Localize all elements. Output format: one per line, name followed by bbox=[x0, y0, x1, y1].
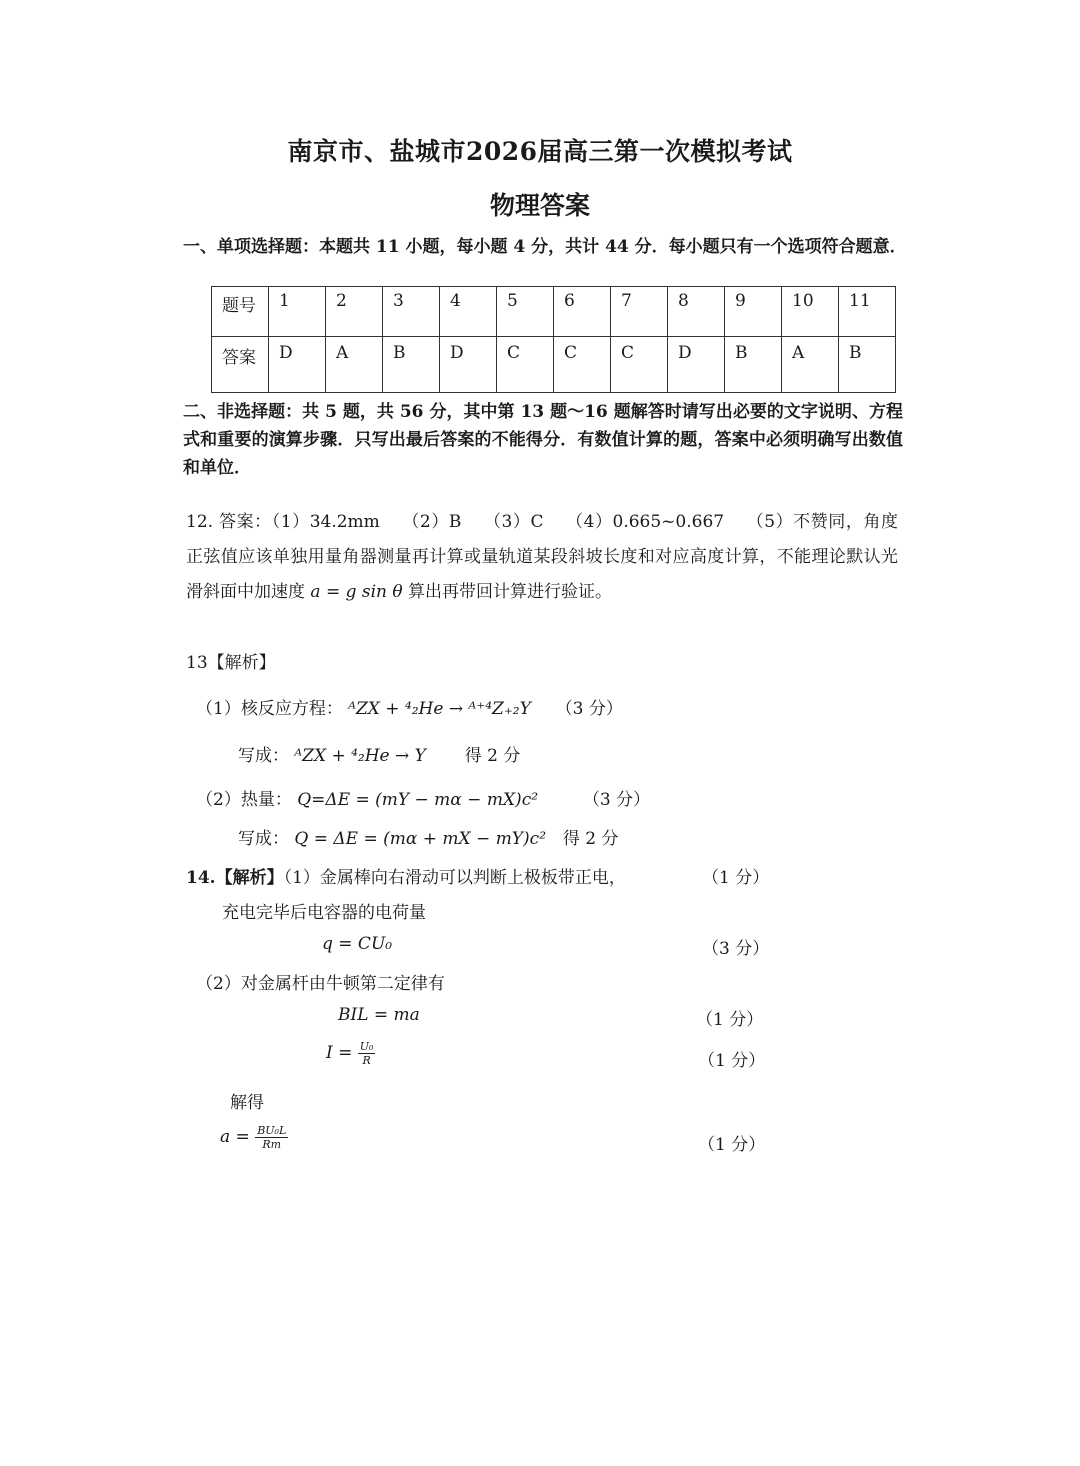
q13-part1-alt bbox=[238, 741, 520, 766]
q13-part2-score: （3 分） bbox=[582, 790, 651, 810]
table-cell: D bbox=[440, 337, 497, 393]
q13-part2-alt bbox=[238, 824, 618, 849]
table-cell: C bbox=[611, 337, 668, 393]
table-cell: D bbox=[269, 337, 326, 393]
q14-part1-score: （1 分） bbox=[702, 868, 770, 888]
table-cell: D bbox=[668, 337, 725, 393]
q14-eq-a-fraction bbox=[255, 1124, 288, 1151]
q13-part2-alt-label: 写成： bbox=[238, 829, 289, 849]
q12-tail: 算出再带回计算进行验证。 bbox=[408, 582, 613, 602]
q12-formula: a = g sin θ bbox=[310, 582, 403, 602]
section1-heading: 一、单项选择题：本题共 11 小题，每小题 4 分，共计 44 分．每小题只有一个选项符合题意． bbox=[183, 237, 907, 257]
table-cell: C bbox=[554, 337, 611, 393]
q14-part1 bbox=[186, 863, 626, 888]
q12-part3: （3）C bbox=[483, 512, 544, 532]
q13-part1 bbox=[196, 694, 623, 719]
table-cell: A bbox=[326, 337, 383, 393]
q13-part1-score: （3 分） bbox=[555, 699, 623, 719]
table-row-numbers bbox=[212, 287, 896, 337]
q14-part1-text2: 充电完毕后电容器的电荷量 bbox=[222, 903, 426, 923]
q14-eq-a bbox=[220, 1124, 288, 1151]
page-title: 南京市、盐城市2026届高三第一次模拟考试 bbox=[287, 137, 793, 166]
section2-heading: 二、非选择题：共 5 题，共 56 分，其中第 13 题～16 题解答时请写出必要的文字说明、方程式和重要的演算步骤．只写出最后答案的不能得分．有数值计算的题，答案中必须明确写出数值和单位． bbox=[183, 402, 903, 478]
q12-part1: （1）34.2mm bbox=[271, 512, 380, 532]
q12-part2: （2）B bbox=[401, 512, 462, 532]
q14-eq-i-denominator: R bbox=[362, 1054, 371, 1067]
q12-lead: 12. 答案： bbox=[186, 512, 272, 532]
q13-part1-equation: ᴬZX + ⁴₂He → ᴬ⁺⁴Z₊₂Y bbox=[348, 699, 531, 719]
table-cell: C bbox=[497, 337, 554, 393]
table-cell: 3 bbox=[383, 287, 440, 337]
q14-eq-i-score: （1 分） bbox=[698, 1051, 766, 1071]
table-row-answers bbox=[212, 337, 896, 393]
table-cell: 2 bbox=[326, 287, 383, 337]
table-cell-label: 答案 bbox=[212, 337, 269, 393]
q13-part2-label: （2）热量： bbox=[196, 790, 292, 810]
table-cell: 4 bbox=[440, 287, 497, 337]
q13-part2-equation: Q=ΔE = (mY − mα − mX)c² bbox=[297, 790, 539, 810]
page-subtitle: 物理答案 bbox=[489, 191, 590, 220]
table-cell: 9 bbox=[725, 287, 782, 337]
table-cell: B bbox=[383, 337, 440, 393]
table-cell: 7 bbox=[611, 287, 668, 337]
q14-part2-text: （2）对金属杆由牛顿第二定律有 bbox=[196, 974, 445, 994]
q14-eq-bil-score: （1 分） bbox=[696, 1010, 764, 1030]
q13-part1-alt-label: 写成： bbox=[238, 746, 289, 766]
table-cell: 1 bbox=[269, 287, 326, 337]
q14-eq-q-score: （3 分） bbox=[702, 939, 770, 959]
answer-table bbox=[211, 286, 896, 393]
q14-eq-a-score: （1 分） bbox=[698, 1135, 766, 1155]
q14-eq-q: q = CU₀ bbox=[322, 934, 393, 954]
table-cell: 5 bbox=[497, 287, 554, 337]
q13-part2-alt-score: 得 2 分 bbox=[562, 829, 619, 849]
question-12 bbox=[186, 505, 898, 610]
q14-eq-i-numerator: U₀ bbox=[359, 1040, 374, 1053]
q14-eq-i-lhs: I = bbox=[326, 1043, 353, 1063]
q13-part1-alt-score: 得 2 分 bbox=[464, 746, 521, 766]
table-cell: 8 bbox=[668, 287, 725, 337]
q13-part2 bbox=[196, 785, 650, 810]
table-cell: 10 bbox=[782, 287, 839, 337]
q14-part1-text: （1）金属棒向右滑动可以判断上极板带正电， bbox=[283, 868, 626, 888]
q14-heading: 14.【解析】 bbox=[186, 868, 284, 888]
table-cell: B bbox=[725, 337, 782, 393]
q13-part1-label: （1）核反应方程： bbox=[196, 699, 343, 719]
q14-eq-a-numerator: BU₀L bbox=[257, 1124, 287, 1137]
table-cell: B bbox=[839, 337, 896, 393]
table-cell: A bbox=[782, 337, 839, 393]
q12-part5: （5）不赞同，角度正弦值应该单独用量角器测量再计算或量轨道某段斜坡长度和对应高度计算，不能理论默认光滑斜面中加速度 bbox=[186, 512, 898, 602]
q14-eq-i bbox=[326, 1040, 375, 1067]
q14-eq-i-fraction bbox=[358, 1040, 376, 1067]
q14-solve-label: 解得 bbox=[230, 1093, 264, 1113]
q14-eq-a-denominator: Rm bbox=[262, 1138, 282, 1151]
q14-eq-a-lhs: a = bbox=[220, 1127, 250, 1147]
q14-eq-bil: BIL = ma bbox=[338, 1005, 420, 1025]
table-cell: 6 bbox=[554, 287, 611, 337]
table-cell-label: 题号 bbox=[212, 287, 269, 337]
q12-part4: （4）0.665~0.667 bbox=[565, 512, 725, 532]
q13-heading: 13【解析】 bbox=[186, 653, 276, 673]
table-cell: 11 bbox=[839, 287, 896, 337]
q13-part2-alt-equation: Q = ΔE = (mα + mX − mY)c² bbox=[294, 829, 547, 849]
q13-part1-alt-equation: ᴬZX + ⁴₂He → Y bbox=[294, 746, 426, 766]
